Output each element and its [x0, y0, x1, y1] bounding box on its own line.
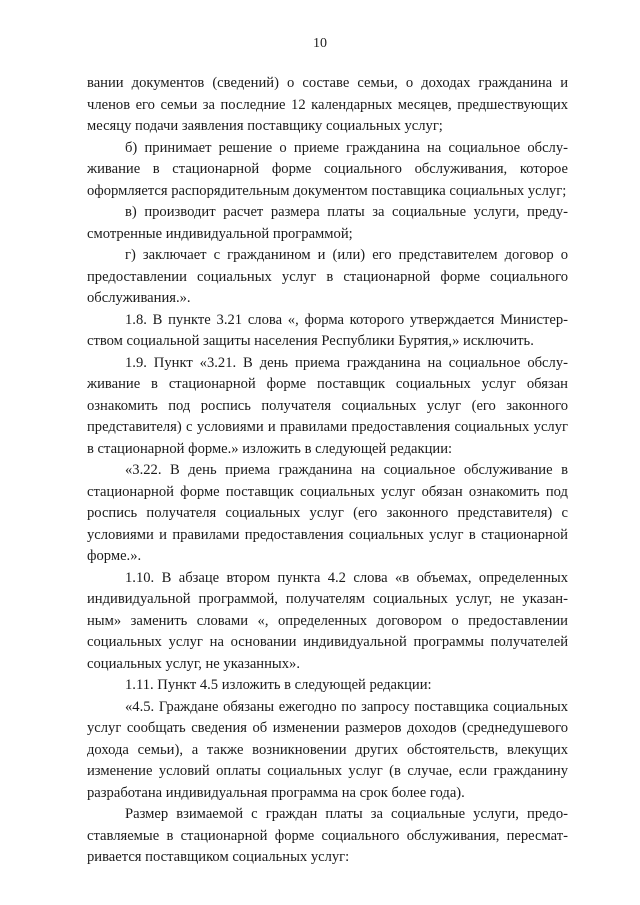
paragraph-item-b: б) принимает решение о приеме гражданина на социальное обслуживание в стационарной форме социального обслуживания, которое оформляется распорядительным документом поставщика социальных услуг; [87, 139, 568, 199]
page-number: 10 [313, 36, 327, 51]
document-body [87, 73, 568, 869]
paragraph-fee-revision: Размер взимаемой с граждан платы за социальные услуги, предоставляемые в стационарной форме социального обслуживания, пересматривается поставщиком социальных услуг: [87, 806, 568, 865]
paragraph-4-5: «4.5. Граждане обязаны ежегодно по запросу поставщика социальных услуг сообщать сведения об изменении размеров доходов (среднедушевого дохода семьи), а также возникновении других обстоятельств, влекущих изменение условий оплаты социальных услуг (в случае, если гражданину разработана индивидуальная программа на срок более года). [87, 698, 568, 801]
paragraph-3-22: «3.22. В день приема гражданина на социальное обслуживание в стационарной форме поставщик социальных услуг обязан ознакомить под роспись получателя социальных услуг (его законного представителя) с условиями и правилами предоставления социальных услуг в стационарной форме.». [87, 462, 568, 564]
paragraph-1-11: 1.11. Пункт 4.5 изложить в следующей редакции: [125, 677, 432, 693]
paragraph-1-10: 1.10. В абзаце втором пункта 4.2 слова «в объемах, определенных индивидуальной программой, получателям социальных услуг, не указанным» заменить словами «, определенных договором о предоставлении социальных услуг на основании индивидуальной программы получателей социальных услуг, не указанных». [87, 569, 568, 672]
paragraph-1-9: 1.9. Пункт «3.21. В день приема гражданина на социальное обслуживание в стационарной форме поставщик социальных услуг обязан ознакомить под роспись получателя социальных услуг (его законного представителя) с условиями и правилами предоставления социальных услуг в стационарной форме.» изложить в следующей редакции: [87, 354, 568, 457]
paragraph-item-g: г) заключает с гражданином и (или) его представителем договор о предоставлении социальных услуг в стационарной форме социального обслуживания.». [87, 247, 568, 306]
paragraph-continuation: вании документов (сведений) о составе семьи, о доходах гражданина и членов его семьи за последние 12 календарных месяцев, предшествующих месяцу подачи заявления поставщику социальных услуг; [87, 75, 568, 134]
paragraph-item-v: в) производит расчет размера платы за социальные услуги, предусмотренные индивидуальной программой; [87, 204, 568, 242]
paragraph-1-8: 1.8. В пункте 3.21 слова «, форма которого утверждается Министерством социальной защиты населения Республики Бурятия,» исключить. [87, 311, 568, 349]
